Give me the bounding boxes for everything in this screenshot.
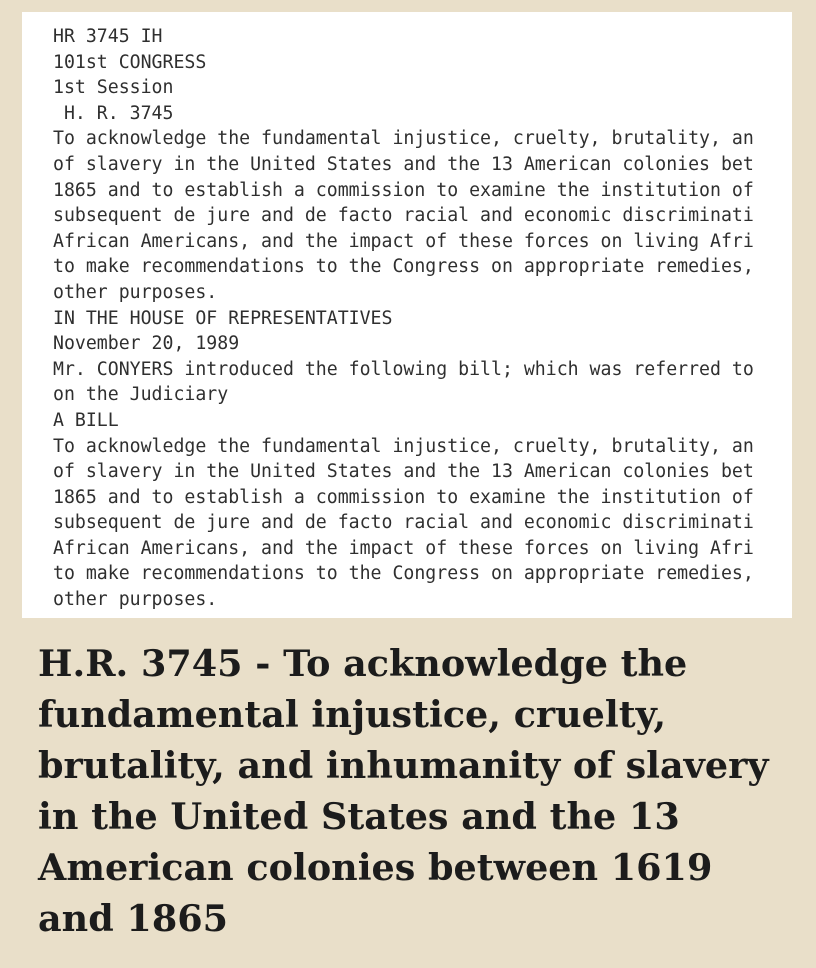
bill-purpose-line: African Americans, and the impact of these forces on living Afri — [53, 537, 754, 559]
bill-text-body — [53, 24, 754, 613]
bill-purpose-line: other purposes. — [53, 589, 218, 611]
page-title: H.R. 3745 - To acknowledge the fundamental injustice, cruelty, brutality, and inhumanity of slavery in the United States and the 13 American colonies between 1619 and 1865 — [38, 642, 769, 940]
bill-congress: 101st CONGRESS — [53, 51, 207, 73]
bill-purpose-line: 1865 and to establish a commission to examine the institution of — [53, 486, 754, 508]
bill-heading: A BILL — [53, 409, 119, 431]
bill-summary-line: African Americans, and the impact of these forces on living Afri — [53, 230, 754, 252]
bill-summary-line: of slavery in the United States and the 13 American colonies bet — [53, 153, 754, 175]
bill-text-document — [22, 12, 792, 618]
bill-number: H. R. 3745 — [53, 102, 174, 124]
bill-header-id: HR 3745 IH — [53, 26, 163, 47]
bill-summary-line: to make recommendations to the Congress on appropriate remedies, — [53, 256, 754, 278]
bill-purpose-line: to make recommendations to the Congress on appropriate remedies, — [53, 563, 754, 585]
bill-purpose-line: To acknowledge the fundamental injustice, cruelty, brutality, an — [53, 435, 754, 457]
bill-introduction-line: on the Judiciary — [53, 384, 229, 406]
bill-summary-line: subsequent de jure and de facto racial and economic discriminati — [53, 205, 754, 227]
bill-introduction-line: Mr. CONYERS introduced the following bill; which was referred to — [53, 358, 754, 380]
bill-session: 1st Session — [53, 77, 174, 99]
bill-chamber: IN THE HOUSE OF REPRESENTATIVES — [53, 307, 393, 329]
bill-summary-line: To acknowledge the fundamental injustice, cruelty, brutality, an — [53, 128, 754, 150]
bill-summary-line: other purposes. — [53, 281, 218, 303]
bill-summary-line: 1865 and to establish a commission to examine the institution of — [53, 179, 754, 201]
bill-purpose-line: of slavery in the United States and the 13 American colonies bet — [53, 461, 754, 483]
bill-purpose-line: subsequent de jure and de facto racial and economic discriminati — [53, 512, 754, 534]
bill-date: November 20, 1989 — [53, 333, 240, 355]
